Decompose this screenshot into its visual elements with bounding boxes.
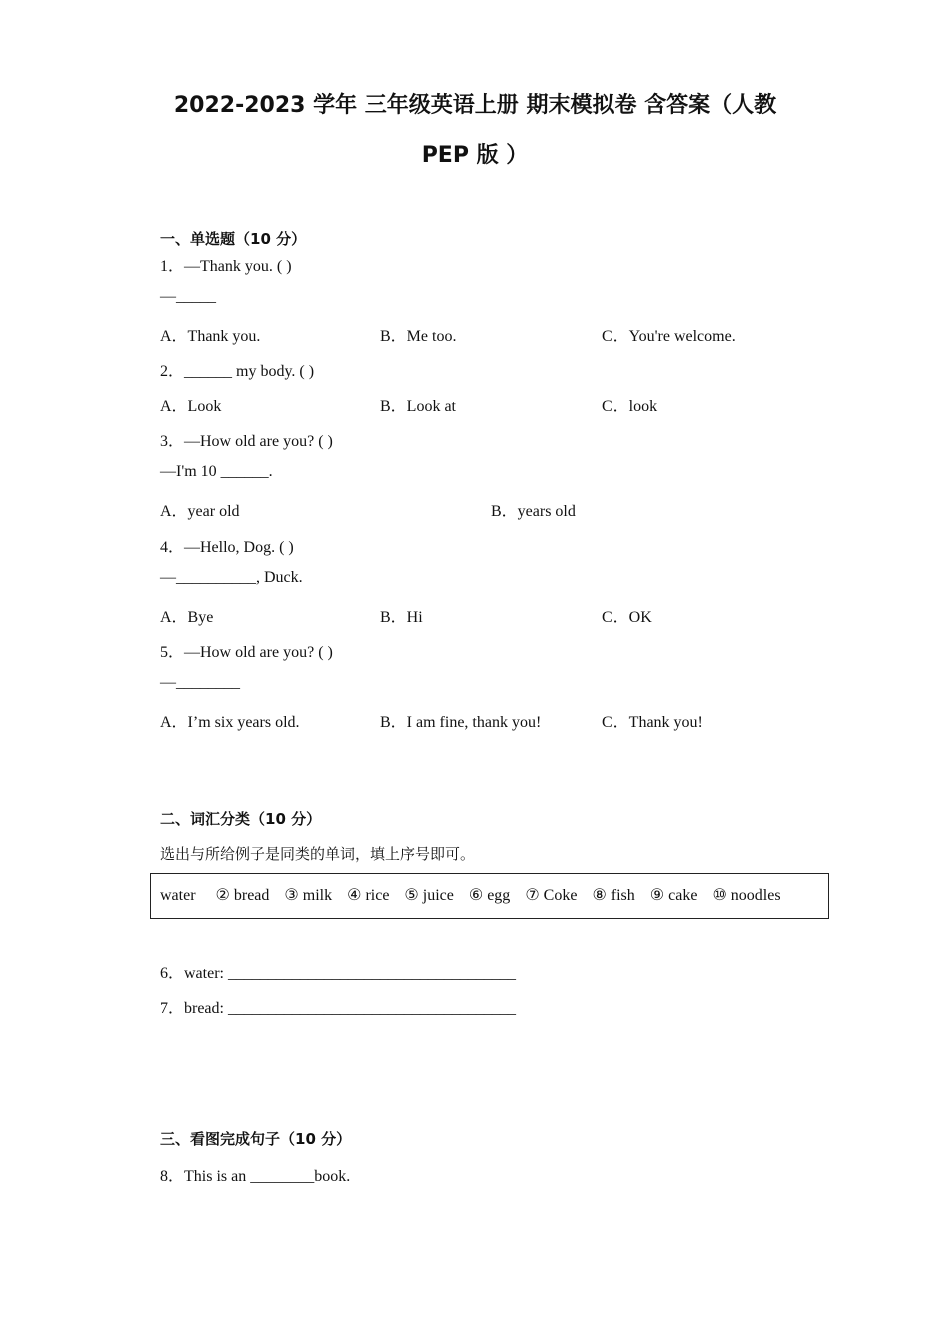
q3-option-b: B．years old [491, 503, 576, 520]
section2-instruction: 选出与所给例子是同类的单词，填上序号即可。 [160, 845, 476, 863]
q5-option-c: C．Thank you! [602, 714, 703, 731]
word-item: ③ milk [284, 887, 333, 904]
q2-stem: 2．______ my body. ( ) [160, 363, 315, 380]
q3-option-a: A．year old [160, 503, 240, 520]
q1-stem: 1．—Thank you. ( ) [160, 258, 292, 275]
q1-option-b: B．Me too. [380, 328, 457, 345]
q5-reply: —________ [160, 674, 240, 691]
q2-option-b: B．Look at [380, 398, 456, 415]
q2-option-a: A．Look [160, 398, 222, 415]
word-item: ⑥ egg [468, 887, 511, 904]
section1-heading: 一、单选题（10 分） [160, 230, 307, 248]
page-title-line2: PEP 版 ） [421, 143, 529, 168]
page-title-line1: 2022-2023 学年 三年级英语上册 期末模拟卷 含答案（人教 [173, 93, 777, 118]
q8-line: 8．This is an ________book. [160, 1168, 351, 1185]
section2-heading: 二、词汇分类（10 分） [160, 810, 322, 828]
q1-reply: —_____ [160, 288, 216, 305]
q3-reply: —I'm 10 ______. [160, 463, 273, 480]
q4-option-a: A．Bye [160, 609, 214, 626]
word-item: ⑦ Coke [525, 887, 578, 904]
section3-heading: 三、看图完成句子（10 分） [160, 1130, 352, 1148]
q2-option-c: C．look [602, 398, 658, 415]
word-item: water [160, 887, 196, 904]
word-item: ⑤ juice [404, 887, 454, 904]
q6-line: 6．water: ____________________________________ [160, 965, 516, 982]
word-item: ⑨ cake [649, 887, 698, 904]
q4-reply: —__________, Duck. [160, 569, 303, 586]
word-bank [160, 885, 781, 905]
word-item: ④ rice [347, 887, 390, 904]
q1-option-c: C．You're welcome. [602, 328, 736, 345]
q7-line: 7．bread: ____________________________________ [160, 1000, 516, 1017]
word-item: ⑧ fish [592, 887, 635, 904]
q5-stem: 5．—How old are you? ( ) [160, 644, 333, 661]
q3-stem: 3．—How old are you? ( ) [160, 433, 333, 450]
q4-option-b: B．Hi [380, 609, 423, 626]
word-bank-box [150, 873, 829, 919]
word-item: ② bread [215, 887, 270, 904]
q4-option-c: C．OK [602, 609, 652, 626]
q1-option-a: A．Thank you. [160, 328, 261, 345]
q5-option-b: B．I am fine, thank you! [380, 714, 542, 731]
q5-option-a: A．I’m six years old. [160, 714, 300, 731]
word-item: ⑩ noodles [712, 887, 781, 904]
q4-stem: 4．—Hello, Dog. ( ) [160, 539, 294, 556]
